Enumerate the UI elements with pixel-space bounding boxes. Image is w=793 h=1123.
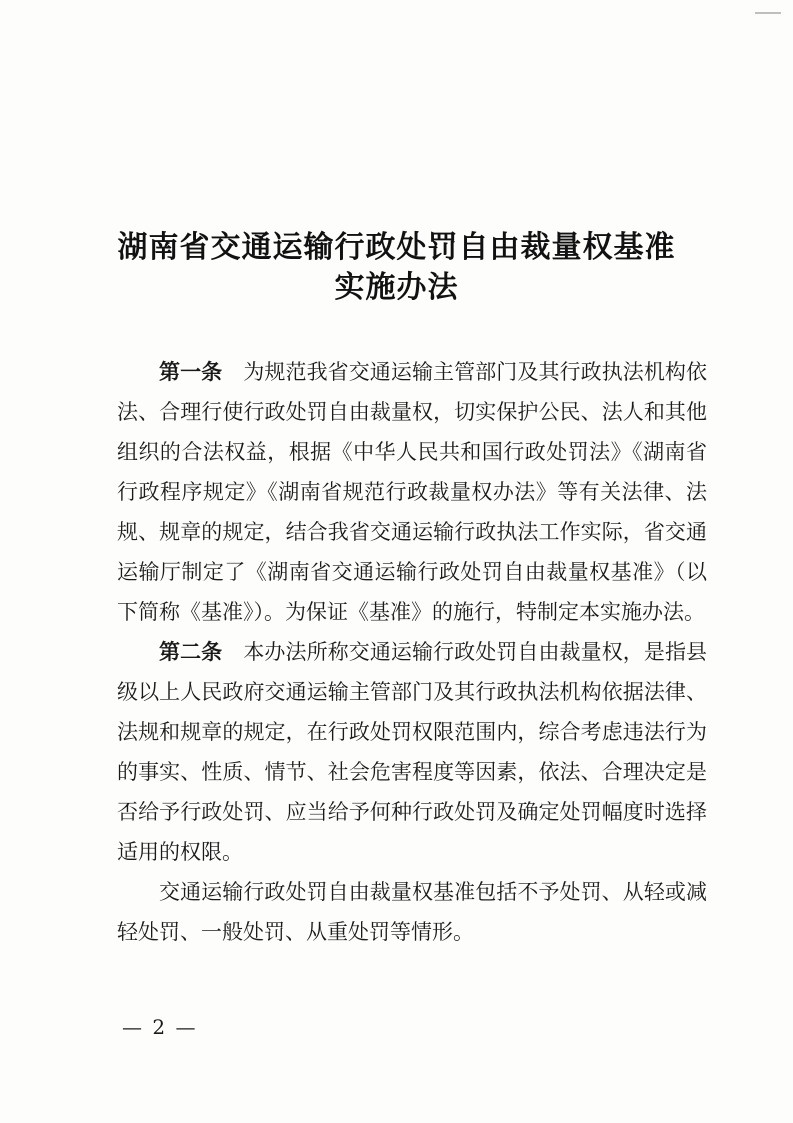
article-paragraph-3 [117, 872, 707, 952]
document-title-line2: 实施办法 [334, 270, 459, 305]
article-paragraph-2 [117, 632, 707, 872]
article-label: 第二条 [159, 639, 223, 664]
page-number: — 2 — [122, 1015, 198, 1039]
article-paragraph-1 [117, 352, 707, 632]
document-body [117, 352, 707, 952]
document-title-line1: 湖南省交通运输行政处罚自由裁量权基准 [117, 230, 676, 265]
article-text: 交通运输行政处罚自由裁量权基准包括不予处罚、从轻或减轻处罚、一般处罚、从重处罚等情形。 [117, 880, 707, 944]
scan-edge-mark [755, 12, 781, 14]
article-text: 为规范我省交通运输主管部门及其行政执法机构依法、合理行使行政处罚自由裁量权，切实保护公民、法人和其他组织的合法权益，根据《中华人民共和国行政处罚法》《湖南省行政程序规定》《湖南省规范行政裁量权办法》等有关法律、法规、规章的规定，结合我省交通运输行政执法工作实际，省交通运输厅制定了《湖南省交通运输行政处罚自由裁量权基准》（以下简称《基准》）。为保证《基准》的施行，特制定本实施办法。 [117, 360, 708, 624]
article-label: 第一条 [159, 359, 223, 384]
article-text: 本办法所称交通运输行政处罚自由裁量权，是指县级以上人民政府交通运输主管部门及其行政执法机构依据法律、法规和规章的规定，在行政处罚权限范围内，综合考虑违法行为的事实、性质、情节、社会危害程度等因素，依法、合理决定是否给予行政处罚、应当给予何种行政处罚及确定处罚幅度时选择适用的权限。 [117, 640, 708, 864]
